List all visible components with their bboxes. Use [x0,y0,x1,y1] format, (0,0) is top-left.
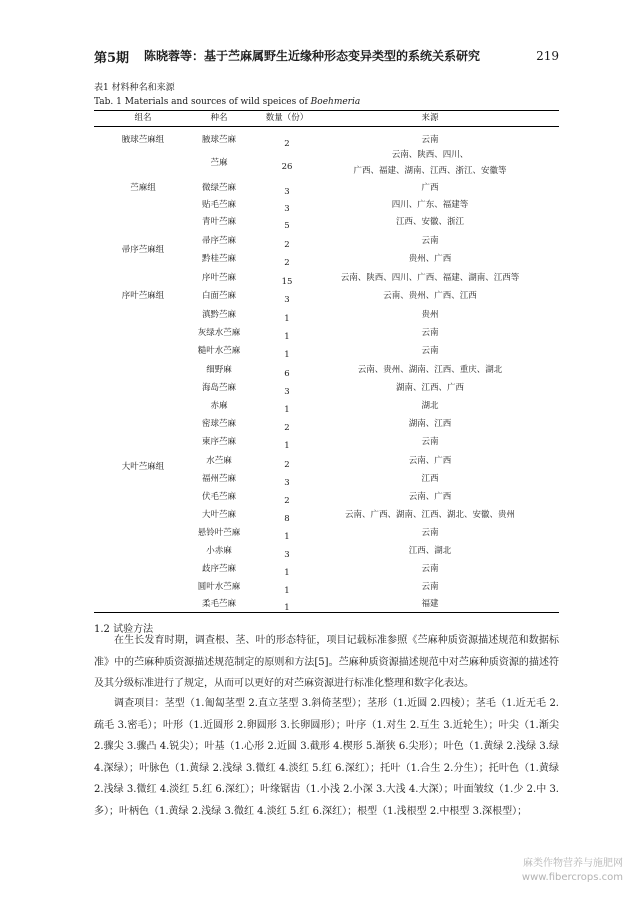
species-name: 柬序苎麻 [201,437,237,447]
species-name: 腋球苎麻 [201,135,237,145]
watermark-url: www.fibercrops.com [521,872,623,883]
species-name: 水苎麻 [206,456,232,466]
sample-count: 2 [284,496,290,506]
species-name: 小赤麻 [206,546,232,556]
table-top-rule [94,110,559,111]
species-name: 伏毛苎麻 [201,492,237,502]
source-regions: 广西 [421,183,439,193]
species-name: 白面苎麻 [201,291,237,301]
species-name: 歧序苎麻 [201,564,237,574]
source-regions: 江西、安徽、浙江 [395,217,465,227]
sample-count: 2 [284,240,290,250]
group-name: 腋球苎麻组 [121,135,165,145]
column-header-count: 数量（份） [265,113,309,123]
table-caption-en [94,97,360,107]
species-name: 序叶苎麻 [201,273,237,283]
source-regions: 云南、贵州、广西、江西 [383,291,477,301]
species-name: 灰绿水苎麻 [197,328,241,338]
sample-count: 1 [284,332,290,342]
species-name: 帚序苎麻 [201,236,237,246]
species-name: 大叶苎麻 [201,510,237,520]
source-regions: 湖南、江西、广西 [395,383,465,393]
source-regions: 云南、贵州、湖南、江西、重庆、湖北 [357,365,503,375]
sample-count: 1 [284,314,290,324]
group-name: 帚序苎麻组 [121,245,165,255]
species-name: 贴毛苎麻 [201,200,237,210]
source-regions: 云南 [421,437,439,447]
species-name: 微绿苎麻 [201,183,237,193]
section-title: 1.2 试验方法 [94,624,154,635]
sample-count: 26 [281,162,293,172]
source-regions: 四川、广东、福建等 [391,200,469,210]
source-regions: 贵州 [421,310,439,320]
source-regions: 云南 [421,582,439,592]
running-title: 陈晓蓉等：基于苎麻属野生近缘种形态变异类型的系统关系研究 [144,49,481,63]
sample-count: 1 [284,532,290,542]
source-regions: 湖北 [421,401,439,411]
species-name: 密球苎麻 [201,419,237,429]
column-header-species: 种名 [210,113,228,123]
source-regions: 云南、陕西、四川、广西、福建、湖南、江西等 [340,273,520,283]
sample-count: 2 [284,423,290,433]
source-regions: 云南 [421,346,439,356]
sample-count: 8 [284,514,290,524]
source-regions: 云南 [421,328,439,338]
source-regions: 云南、广西 [408,492,452,502]
species-name: 赤麻 [210,401,228,411]
group-name: 序叶苎麻组 [121,291,165,301]
species-name: 福州苎麻 [201,474,237,484]
sample-count: 2 [284,258,290,268]
sample-count: 2 [284,460,290,470]
sample-count: 1 [284,350,290,360]
page-header [94,47,559,65]
source-regions: 湖南、江西 [408,419,452,429]
source-regions: 云南 [421,528,439,538]
sample-count: 1 [284,405,290,415]
species-name: 海岛苎麻 [201,383,237,393]
sample-count: 15 [281,277,293,287]
body-paragraph: 调查项目：茎型（1.匍匐茎型 2.直立茎型 3.斜倚茎型）；茎形（1.近圆 2.四棱）；茎毛（1.近无毛 2.疏毛 3.密毛）；叶形（1.近圆形 2.卵圆形 3.长卵圆形）；叶序（1.对生 2.互生 3.近轮生）；叶尖（1.渐尖 2.骤尖 3.骤凸 4.锐尖）；叶基（1.心形 2.近圆 3.截形 4.楔形 5.渐狭 6.尖形）；叶色（1.黄绿 2.浅绿 3.绿 4.深绿）；叶脉色（1.黄绿 2.浅绿 3.微红 4.淡红 5.红 6.深红）；托叶（1.合生 2.分生）；托叶色（1.黄绿 2.浅绿 3.微红 4.淡红 5.红 6.深红）；叶缘锯齿（1.小浅 2.小深 3.大浅 4.大深）；叶面皱纹（1.少 2.中 3.多）；叶柄色（1.黄绿 2.浅绿 3.微红 4.淡红 5.红 6.深红）；根型（1.浅根型 2.中根型 3.深根型）； [94,698,559,817]
sample-count: 3 [284,204,290,214]
sample-count: 5 [284,221,290,231]
sample-count: 1 [284,568,290,578]
source-regions: 江西 [421,474,439,484]
body-paragraph: 在生长发育时期，调查根、茎、叶的形态特征，项目记载标准参照《苎麻种质资源描述规范和数据标准》中的苎麻种质资源描述规范制定的原则和方法[5]。苎麻种质资源描述规范中对苎麻种质资源的描述符及其分级标准进行了规定，从而可以更好的对苎麻资源进行标准化整理和数字化表达。 [94,635,559,689]
source-regions: 云南 [421,564,439,574]
species-name: 圆叶水苎麻 [197,582,241,592]
table-bottom-rule [94,612,559,613]
species-name: 悬铃叶苎麻 [197,528,241,538]
source-regions: 福建 [421,599,439,609]
species-name: 细野麻 [206,365,232,375]
source-regions: 云南、广西 [408,456,452,466]
source-regions: 云南、陕西、四川、 [391,150,469,160]
table-header-rule [94,126,559,127]
sample-count: 3 [284,295,290,305]
watermark-text: 麻类作物营养与施肥网 [523,858,623,869]
sample-count: 2 [284,139,290,149]
table-caption-cn: 表1 材料种名和来源 [94,83,175,93]
table-caption-en-genus: Boehmeria [310,97,361,107]
sample-count: 1 [284,586,290,596]
species-name: 黔桂苎麻 [201,254,237,264]
column-header-source: 来源 [421,113,439,123]
sample-count: 3 [284,478,290,488]
source-regions: 云南 [421,236,439,246]
sample-count: 6 [284,369,290,379]
species-name: 青叶苎麻 [201,217,237,227]
sample-count: 3 [284,387,290,397]
source-regions: 云南、广西、湖南、江西、湖北、安徽、贵州 [344,510,516,520]
species-name: 滇黔苎麻 [201,310,237,320]
sample-count: 1 [284,441,290,451]
sample-count: 1 [284,603,290,613]
sample-count: 3 [284,187,290,197]
source-regions: 江西、湖北 [408,546,452,556]
column-header-group: 组名 [134,113,152,123]
source-regions-continued: 广西、福建、湖南、江西、浙江、安徽等 [353,166,507,176]
group-name: 苎麻组 [130,183,156,193]
species-name: 糙叶水苎麻 [197,346,241,356]
group-name: 大叶苎麻组 [121,462,165,472]
species-name: 柔毛苎麻 [201,599,237,609]
species-name: 苎麻 [210,158,228,168]
page-number: 219 [536,49,559,63]
table-caption-en-text: Tab. 1 Materials and sources of wild speices of [94,97,311,107]
source-regions: 贵州、广西 [408,254,452,264]
source-regions: 云南 [421,135,439,145]
journal-issue: 第5期 [94,51,130,66]
sample-count: 3 [284,550,290,560]
